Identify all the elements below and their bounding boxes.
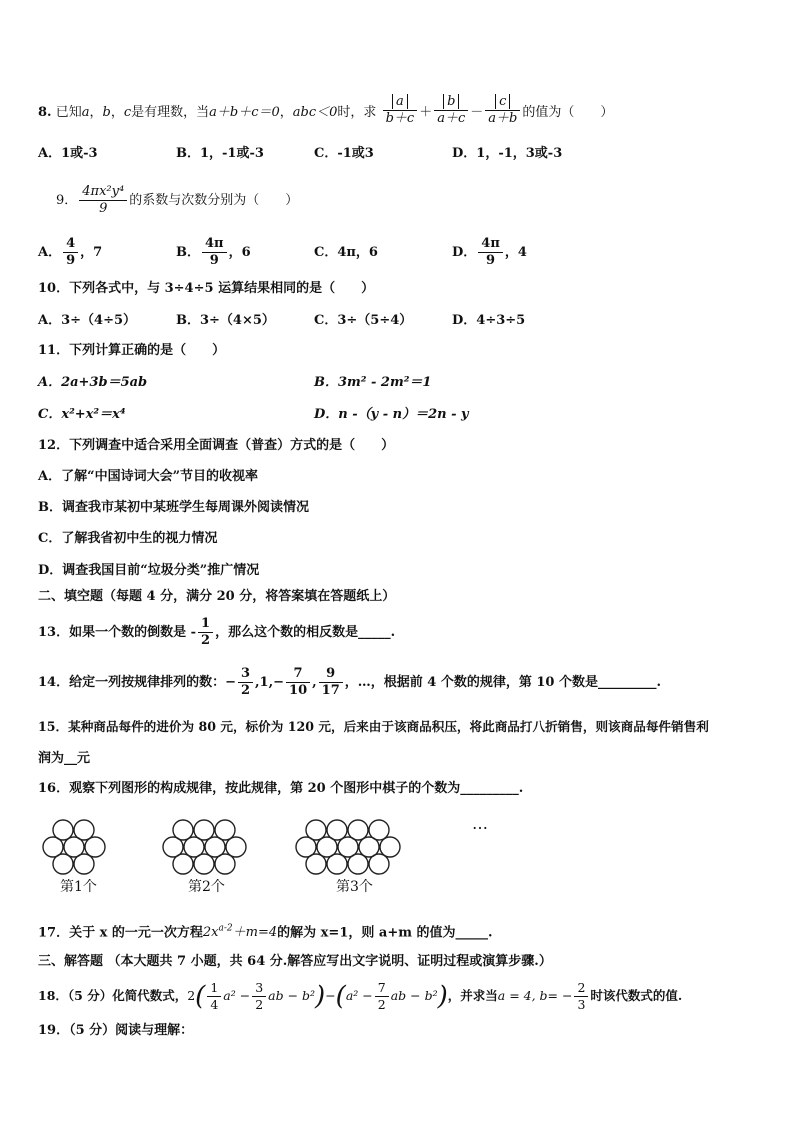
q8-text-4: 的值为（ ） xyxy=(522,105,614,120)
section-2-heading: 二、填空题（每题 4 分，满分 20 分，将答案填在答题纸上） xyxy=(38,589,396,604)
q9-option-b[interactable]: B． $\frac{4\pi}{9}$ ，6 xyxy=(176,236,251,268)
question-15-line-2: 润为__元 xyxy=(38,751,91,766)
question-14: 14．给定一列按规律排列的数：− $\frac{3}{2}$ ,1,− $\frac{7}{10}$ , $\frac{9}{17}$ ，…，根据前 4 个数的规律，第 10 个数是_________. xyxy=(38,666,662,698)
q8-fraction-a xyxy=(383,94,418,127)
q8-option-d[interactable]: D．1，-1，3或-3 xyxy=(452,146,563,161)
q12-option-b[interactable]: B．调查我市某初中某班学生每周课外阅读情况 xyxy=(38,500,309,515)
question-12: 12．下列调查中适合采用全面调查（普查）方式的是（ ） xyxy=(38,438,395,453)
question-11: 11．下列计算正确的是（ ） xyxy=(38,343,226,358)
q8-frac-num: b xyxy=(443,94,459,109)
question-16: 16．观察下列图形的构成规律，按此规律，第 20 个图形中棋子的个数为_________. xyxy=(38,781,524,796)
q9-monomial-num: 4πx²y⁴ xyxy=(79,184,127,201)
q11-option-b[interactable]: B．3m² - 2m²＝1 xyxy=(314,375,432,390)
q8-sep: ， xyxy=(279,105,293,120)
question-15-line-1: 15．某种商品每件的进价为 80 元，标价为 120 元，后来由于该商品积压，将此商品打八折销售，则该商品每件销售利 xyxy=(38,719,709,734)
q10-option-a[interactable]: A．3÷（4÷5） xyxy=(38,313,137,328)
q8-frac-num: c xyxy=(495,94,510,109)
section-3-heading: 三、解答题 （本大题共 7 小题，共 64 分.解答应写出文字说明、证明过程或演算步骤.） xyxy=(38,954,552,969)
q16-ellipsis: … xyxy=(472,814,488,833)
question-17: 17．关于 x 的一元一次方程$2x^{a-2}+m=4$的解为 x=1，则 a+m 的值为_____. xyxy=(38,924,493,941)
q9-text: 的系数与次数分别为（ ） xyxy=(129,193,299,208)
q8-var-a: a xyxy=(81,105,90,120)
q8-frac-den: a＋c xyxy=(437,111,466,126)
question-9 xyxy=(56,184,298,217)
pattern-3-label: 第3个 xyxy=(336,879,373,895)
pattern-1-label: 第1个 xyxy=(60,879,97,895)
q8-minus: － xyxy=(470,105,484,120)
q8-var-b: b xyxy=(102,105,111,120)
q8-frac-den: b＋c xyxy=(385,111,415,126)
q10-option-c[interactable]: C．3÷（5÷4） xyxy=(314,313,413,328)
q12-option-c[interactable]: C．了解我省初中生的视力情况 xyxy=(38,531,218,546)
q8-option-b[interactable]: B．1，-1或-3 xyxy=(176,146,264,161)
q18-expression: 2( $\frac{1}{4}$ a² − $\frac{3}{2}$ ab − b²)−(a² − $\frac{7}{2}$ ab − b²) xyxy=(187,980,448,1012)
q8-frac-num: a xyxy=(392,94,408,109)
q8-text-1: 已知 xyxy=(55,105,82,120)
q16-pattern-figure xyxy=(40,812,520,902)
pattern-3 xyxy=(296,820,400,874)
q8-plus: ＋ xyxy=(419,105,433,120)
question-8 xyxy=(38,96,613,129)
q8-condition-sum: a＋b＋c＝0 xyxy=(209,105,280,120)
pattern-2-label: 第2个 xyxy=(188,879,225,895)
q9-option-a[interactable]: A． $\frac{4}{9}$ ，7 xyxy=(38,236,103,268)
q11-option-a[interactable]: A．2a+3b＝5ab xyxy=(38,375,148,390)
q8-text-2: 是有理数，当 xyxy=(131,105,210,120)
pattern-1 xyxy=(43,820,105,874)
q9-option-d[interactable]: D． $\frac{4\pi}{9}$ ，4 xyxy=(452,236,527,268)
q8-option-a[interactable]: A．1或-3 xyxy=(38,146,98,161)
q8-number: 8. xyxy=(38,105,52,120)
q8-frac-den: a＋b xyxy=(488,111,518,126)
q12-option-a[interactable]: A．了解“中国诗词大会”节目的收视率 xyxy=(38,469,259,484)
q9-monomial-den: 9 xyxy=(99,201,108,216)
q8-fraction-c xyxy=(485,94,520,127)
q17-equation: $2x^{a-2}+m=4$ xyxy=(202,924,278,941)
question-10: 10．下列各式中，与 3÷4÷5 运算结果相同的是（ ） xyxy=(38,281,375,296)
q8-var-c: c xyxy=(123,105,132,120)
q10-option-d[interactable]: D．4÷3÷5 xyxy=(452,313,526,328)
q9-option-c[interactable]: C．4π，6 xyxy=(314,245,378,260)
q8-option-c[interactable]: C．-1或3 xyxy=(314,146,374,161)
q8-condition-product: abc＜0 xyxy=(292,105,338,120)
q8-text-3: 时，求 xyxy=(337,105,377,120)
q8-fraction-b xyxy=(434,94,468,127)
q8-sep: ， xyxy=(110,105,124,120)
q9-monomial xyxy=(79,184,127,217)
q10-option-b[interactable]: B．3÷（4×5） xyxy=(176,313,275,328)
q8-sep: ， xyxy=(89,105,103,120)
q11-option-d[interactable]: D．n -（y - n）＝2n - y xyxy=(314,407,469,422)
q12-option-d[interactable]: D．调查我国目前“垃圾分类”推广情况 xyxy=(38,563,260,578)
question-19: 19．（5 分）阅读与理解： xyxy=(38,1023,194,1038)
pattern-2 xyxy=(163,820,246,874)
q9-number: 9． xyxy=(56,193,78,208)
question-13: 13．如果一个数的倒数是 - $\frac{1}{2}$ ，那么这个数的相反数是_____. xyxy=(38,616,396,648)
question-18: 18．（5 分）化简代数式，2( $\frac{1}{4}$ a² − $\frac{3}{2}$ ab − b²)−(a² − $\frac{7}{2}$ ab − b²)，并求当a = 4, b= − $\frac{2}{3}$ 时该代数式的值. xyxy=(38,980,683,1012)
q11-option-c[interactable]: C．x²+x²＝x⁴ xyxy=(38,407,126,422)
